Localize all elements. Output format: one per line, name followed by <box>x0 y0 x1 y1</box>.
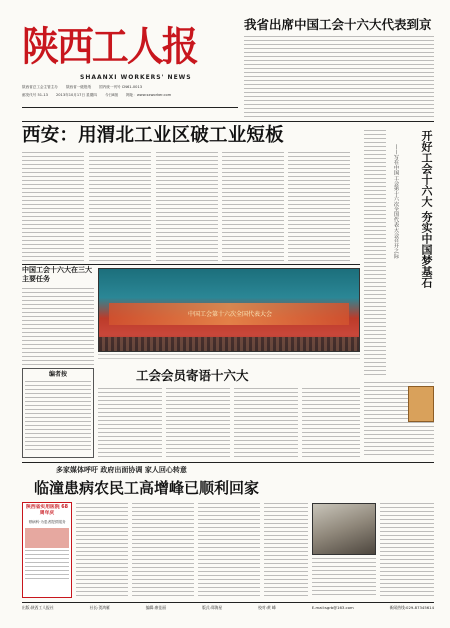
masthead-rule <box>22 107 238 108</box>
bottom-col-2 <box>132 503 194 599</box>
issue-date: 2013年10月17日 星期四 <box>55 93 97 97</box>
masthead-english: SHAANXI WORKERS' NEWS <box>80 74 192 81</box>
top-rule <box>22 121 434 122</box>
footer-item: 社长:贺鸿雁 <box>89 605 110 610</box>
bottom-col-6 <box>380 503 434 599</box>
bottom-col-5 <box>312 558 376 598</box>
footer-item: 出版:陕西工人报社 <box>22 605 54 610</box>
bottom-photo <box>312 503 376 555</box>
lead-story-col-2 <box>89 152 151 262</box>
footer-hotline: 新闻热线:029-87345614 <box>389 605 434 610</box>
editor-note-label: 编者按 <box>48 371 67 378</box>
editor-note-box <box>22 368 94 458</box>
top-story-text <box>244 36 434 118</box>
editor-note-text <box>25 381 91 453</box>
footer-rule <box>22 602 434 603</box>
footer-email[interactable]: E-mail:sgrb@163.com <box>311 605 354 610</box>
ad-title: 陕西省实用医院 68周年庆 <box>26 505 68 516</box>
photo-caption <box>98 354 360 360</box>
right-column-text <box>364 130 386 378</box>
section: 陕西省一级报纸 <box>65 85 92 89</box>
masthead-logo: 陕西工人报 <box>22 23 197 70</box>
ad-subtitle: 肾病科·为患者提供服务 <box>28 520 66 524</box>
footer-bar <box>22 604 434 612</box>
side-story-headline: 中国工会十六大在三大主要任务 <box>22 266 92 283</box>
commentary-headline: 工会会员寄语十六大 <box>136 368 249 383</box>
lead-story-col-5 <box>288 152 350 262</box>
right-headline-sub: ——写在中国工会第十六次全国代表大会召开之际 <box>393 144 399 259</box>
cn-code: 国内统一刊号 CN61-0013 <box>99 85 143 89</box>
website[interactable]: 网址：www.sxworker.com <box>126 93 172 97</box>
masthead-info-row <box>22 85 237 107</box>
commentary-col-3 <box>234 388 298 458</box>
ad-box[interactable] <box>22 502 72 598</box>
commentary-col-1 <box>98 388 162 458</box>
footer-item: 编辑:康佳丽 <box>145 605 167 610</box>
lead-story-col-1 <box>22 152 84 262</box>
publisher: 陕西省总工会主管主办 <box>22 85 58 89</box>
right-column-graphic <box>408 386 434 422</box>
bottom-col-4 <box>264 503 308 599</box>
right-headline-main: 开好工会十六大 夯实中国梦基石 <box>420 130 433 288</box>
congress-photo <box>98 268 360 352</box>
footer-item: 校对:黄 峰 <box>258 605 276 610</box>
side-story-text <box>22 288 94 366</box>
bottom-col-1 <box>76 503 128 599</box>
bottom-col-3 <box>198 503 260 599</box>
photo-banner-text: 中国工会第十六次全国代表大会 <box>187 311 272 318</box>
lead-story-col-3 <box>156 152 218 262</box>
bottom-headline: 临潼患病农民工高增峰已顺利回家 <box>34 479 260 497</box>
commentary-col-4 <box>302 388 360 458</box>
bottom-kicker: 多家媒体呼吁 政府出面协调 家人回心转意 <box>56 466 187 474</box>
right-column-headline <box>388 130 434 380</box>
commentary-col-2 <box>166 388 230 458</box>
top-story-headline: 我省出席中国工会十六大代表到京 <box>244 17 432 32</box>
lead-story-rule <box>22 264 360 265</box>
print-info: 今日8版 <box>104 93 119 97</box>
bottom-rule <box>22 462 434 463</box>
footer-item: 版式:郑海星 <box>201 605 223 610</box>
mail-code: 邮发代号 51-13 <box>22 93 48 97</box>
lead-story-col-4 <box>222 152 284 262</box>
lead-story-headline: 西安：用渭北工业区破工业短板 <box>22 125 284 146</box>
